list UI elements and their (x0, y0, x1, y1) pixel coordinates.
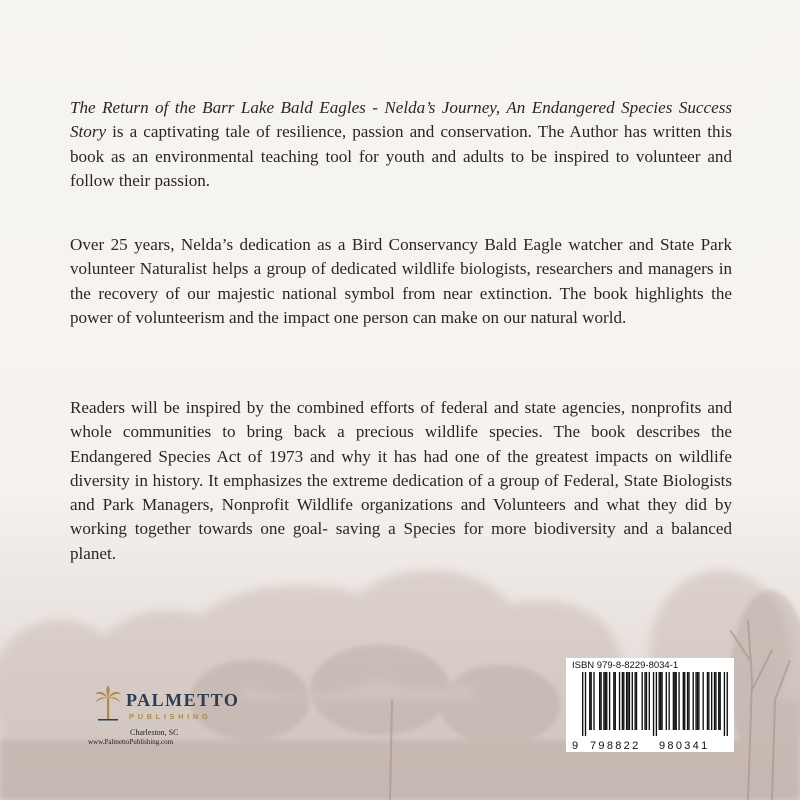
barcode-bar (585, 672, 586, 736)
barcode-bar (623, 672, 624, 730)
barcode-digits (566, 738, 734, 752)
barcode-bar (591, 672, 592, 730)
barcode-bar (600, 672, 601, 730)
barcode-digits-left: 798822 (590, 740, 641, 752)
barcode-bar (644, 672, 645, 730)
barcode-bar (660, 672, 661, 730)
book-title: The Return of the Barr Lake Bald Eagles - Nelda’s Journey, An Endangered Species Success Story (70, 98, 732, 142)
barcode-bar (613, 672, 614, 730)
description-paragraph-1 (70, 96, 732, 193)
barcode-bar (605, 672, 606, 730)
barcode-bar (693, 672, 694, 730)
barcode-bar (589, 672, 590, 730)
barcode-bar (634, 672, 635, 730)
barcode-bar (629, 672, 630, 730)
barcode-bar (676, 672, 677, 730)
publisher-logo (88, 686, 288, 756)
barcode-bar (714, 672, 715, 730)
barcode-digits-right: 980341 (659, 740, 710, 752)
barcode-bar (661, 672, 662, 730)
barcode-bar (615, 672, 616, 730)
barcode-digit-first: 9 (572, 740, 579, 752)
barcode-bar (603, 672, 604, 730)
barcode-bar (673, 672, 674, 730)
barcode-bar (646, 672, 647, 730)
barcode-bar (727, 672, 728, 736)
barcode-bar (599, 672, 600, 730)
barcode-bar (715, 672, 716, 730)
barcode-bar (687, 672, 688, 730)
barcode-bar (627, 672, 628, 730)
barcode-bar (622, 672, 623, 730)
barcode-bar (649, 672, 650, 730)
barcode-bar (666, 672, 667, 730)
isbn-barcode (566, 658, 734, 752)
barcode-bar (668, 672, 669, 730)
publisher-city: Charleston, SC (130, 728, 179, 737)
barcode-bar (724, 672, 725, 736)
barcode-bar (606, 672, 607, 730)
barcode-bar (609, 672, 610, 730)
description-paragraph-3: Readers will be inspired by the combined efforts of federal and state agencies, nonprofits and whole communities to bring back a precious wildlife species. The book describes the Endangered Species Act of 1973 and why it has had one of the greatest impacts on wildlife diversity in history. It emphasizes the extreme dedication of a group of Federal, State Biologists and Park Managers, Nonprofit Wildlife organizations and Volunteers and what they did by working together towards one goal- saving a Species for more biodiversity and a balanced planet. (70, 398, 732, 563)
barcode-bar (656, 672, 657, 736)
isbn-label: ISBN 979-8-8229-8034-1 (572, 660, 679, 671)
barcode-bars (582, 672, 728, 736)
barcode-bar (619, 672, 620, 730)
barcode-bar (718, 672, 719, 730)
barcode-bar (720, 672, 721, 730)
barcode-bar (626, 672, 627, 730)
palmetto-tree-icon (94, 686, 122, 722)
description-paragraph-2: Over 25 years, Nelda’s dedication as a Bird Conservancy Bald Eagle watcher and State Park volunteer Naturalist helps a group of dedicated wildlife biologists, researchers and managers in the recovery of our majestic national symbol from near extinction. The book highlights the power of volunteerism and the impact one person can make on our natural world. (70, 235, 732, 327)
barcode-bar (636, 672, 637, 730)
barcode-bar (698, 672, 699, 730)
barcode-bar (653, 672, 654, 736)
barcode-bar (702, 672, 703, 730)
description-paragraph-1-text: is a captivating tale of resilience, passion and conservation. The Author has written this book as an environmental teaching tool for youth and adults to be inspired to volunteer and follow their passion. (70, 122, 732, 190)
barcode-bar (684, 672, 685, 730)
barcode-bar (697, 672, 698, 730)
barcode-bar (708, 672, 709, 730)
publisher-subname: PUBLISHING (129, 712, 212, 721)
publisher-name: PALMETTO (126, 690, 240, 710)
barcode-bar (688, 672, 689, 730)
barcode-bar (659, 672, 660, 730)
barcode-bar (678, 672, 679, 730)
publisher-url: www.PalmettoPublishing.com (88, 738, 174, 746)
barcode-bar (707, 672, 708, 730)
barcode-bar (593, 672, 594, 730)
barcode-bar (642, 672, 643, 730)
barcode-bar (711, 672, 712, 730)
barcode-bar (582, 672, 583, 736)
barcode-bar (695, 672, 696, 730)
barcode-bar (674, 672, 675, 730)
barcode-bar (683, 672, 684, 730)
barcode-bar (632, 672, 633, 730)
